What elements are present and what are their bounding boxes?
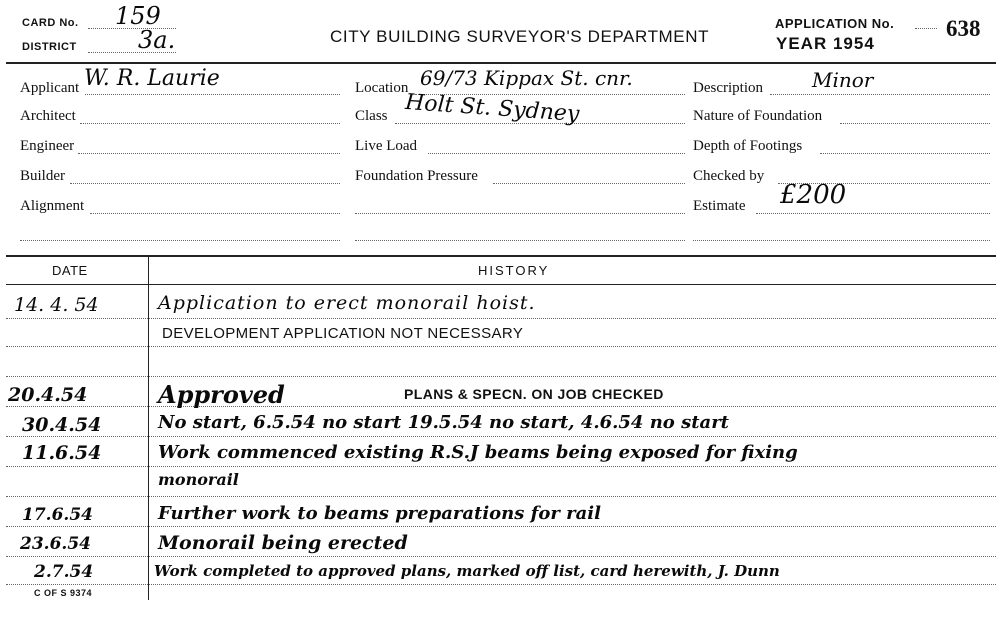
foundation-pressure-label: Foundation Pressure — [355, 168, 478, 184]
date-header: DATE — [52, 263, 88, 278]
history-entry: Work commenced existing R.S.J beams being exposed for fixing — [158, 442, 798, 463]
history-date: 11.6.54 — [22, 442, 102, 464]
description-label: Description — [693, 80, 763, 96]
history-date: 2.7.54 — [34, 562, 94, 582]
alignment-label: Alignment — [20, 198, 85, 214]
history-date: 23.6.54 — [20, 534, 91, 554]
history-entry: No start, 6.5.54 no start 19.5.54 no start, 4.6.54 no start — [158, 412, 729, 433]
card-no-label: CARD No. — [22, 17, 79, 29]
engineer-label: Engineer — [20, 138, 75, 154]
builder-label: Builder — [20, 168, 65, 184]
history-date: 20.4.54 — [8, 384, 88, 406]
history-entry: Application to erect monorail hoist. — [158, 292, 536, 314]
history-top-rule — [6, 255, 996, 257]
history-entry-continued: monorail — [158, 470, 239, 489]
class-label: Class — [355, 108, 388, 124]
application-no-value: 638 — [946, 16, 981, 41]
class-value: Holt St. Sydney — [404, 89, 581, 128]
description-value: Minor — [812, 68, 874, 92]
history-header-rule — [6, 284, 996, 285]
history-entry: Further work to beams preparations for rail — [158, 503, 601, 524]
year-label: YEAR 1954 — [776, 34, 875, 53]
date-column-divider — [148, 255, 149, 600]
history-entry: Approved — [158, 380, 285, 409]
header-rule — [6, 62, 996, 64]
checked-by-label: Checked by — [693, 168, 765, 184]
department-title: CITY BUILDING SURVEYOR'S DEPARTMENT — [330, 27, 710, 46]
history-date: 14. 4. 54 — [14, 294, 99, 316]
district-value: 3a. — [138, 26, 176, 54]
history-header: HISTORY — [478, 263, 550, 278]
form-code: C OF S 9374 — [34, 588, 93, 598]
application-no-label: APPLICATION No. — [775, 16, 895, 31]
history-date: 30.4.54 — [22, 414, 102, 436]
history-entry: Work completed to approved plans, marked off list, card herewith, J. Dunn — [154, 562, 780, 580]
nature-of-foundation-label: Nature of Foundation — [693, 108, 823, 124]
plans-checked-stamp: PLANS & SPECN. ON JOB CHECKED — [404, 386, 664, 402]
architect-label: Architect — [20, 108, 76, 124]
history-date: 17.6.54 — [22, 505, 93, 525]
card-no-value: 159 — [115, 2, 161, 30]
estimate-label: Estimate — [693, 198, 746, 214]
history-entry: Monorail being erected — [158, 532, 408, 554]
live-load-label: Live Load — [355, 138, 418, 154]
location-value: 69/73 Kippax St. cnr. — [420, 66, 633, 90]
district-label: DISTRICT — [22, 41, 77, 53]
depth-of-footings-label: Depth of Footings — [693, 138, 803, 154]
applicant-label: Applicant — [20, 80, 80, 96]
estimate-value: £200 — [780, 180, 847, 210]
development-application-note: DEVELOPMENT APPLICATION NOT NECESSARY — [162, 325, 524, 342]
applicant-value: W. R. Laurie — [84, 66, 220, 91]
location-label: Location — [355, 80, 409, 96]
